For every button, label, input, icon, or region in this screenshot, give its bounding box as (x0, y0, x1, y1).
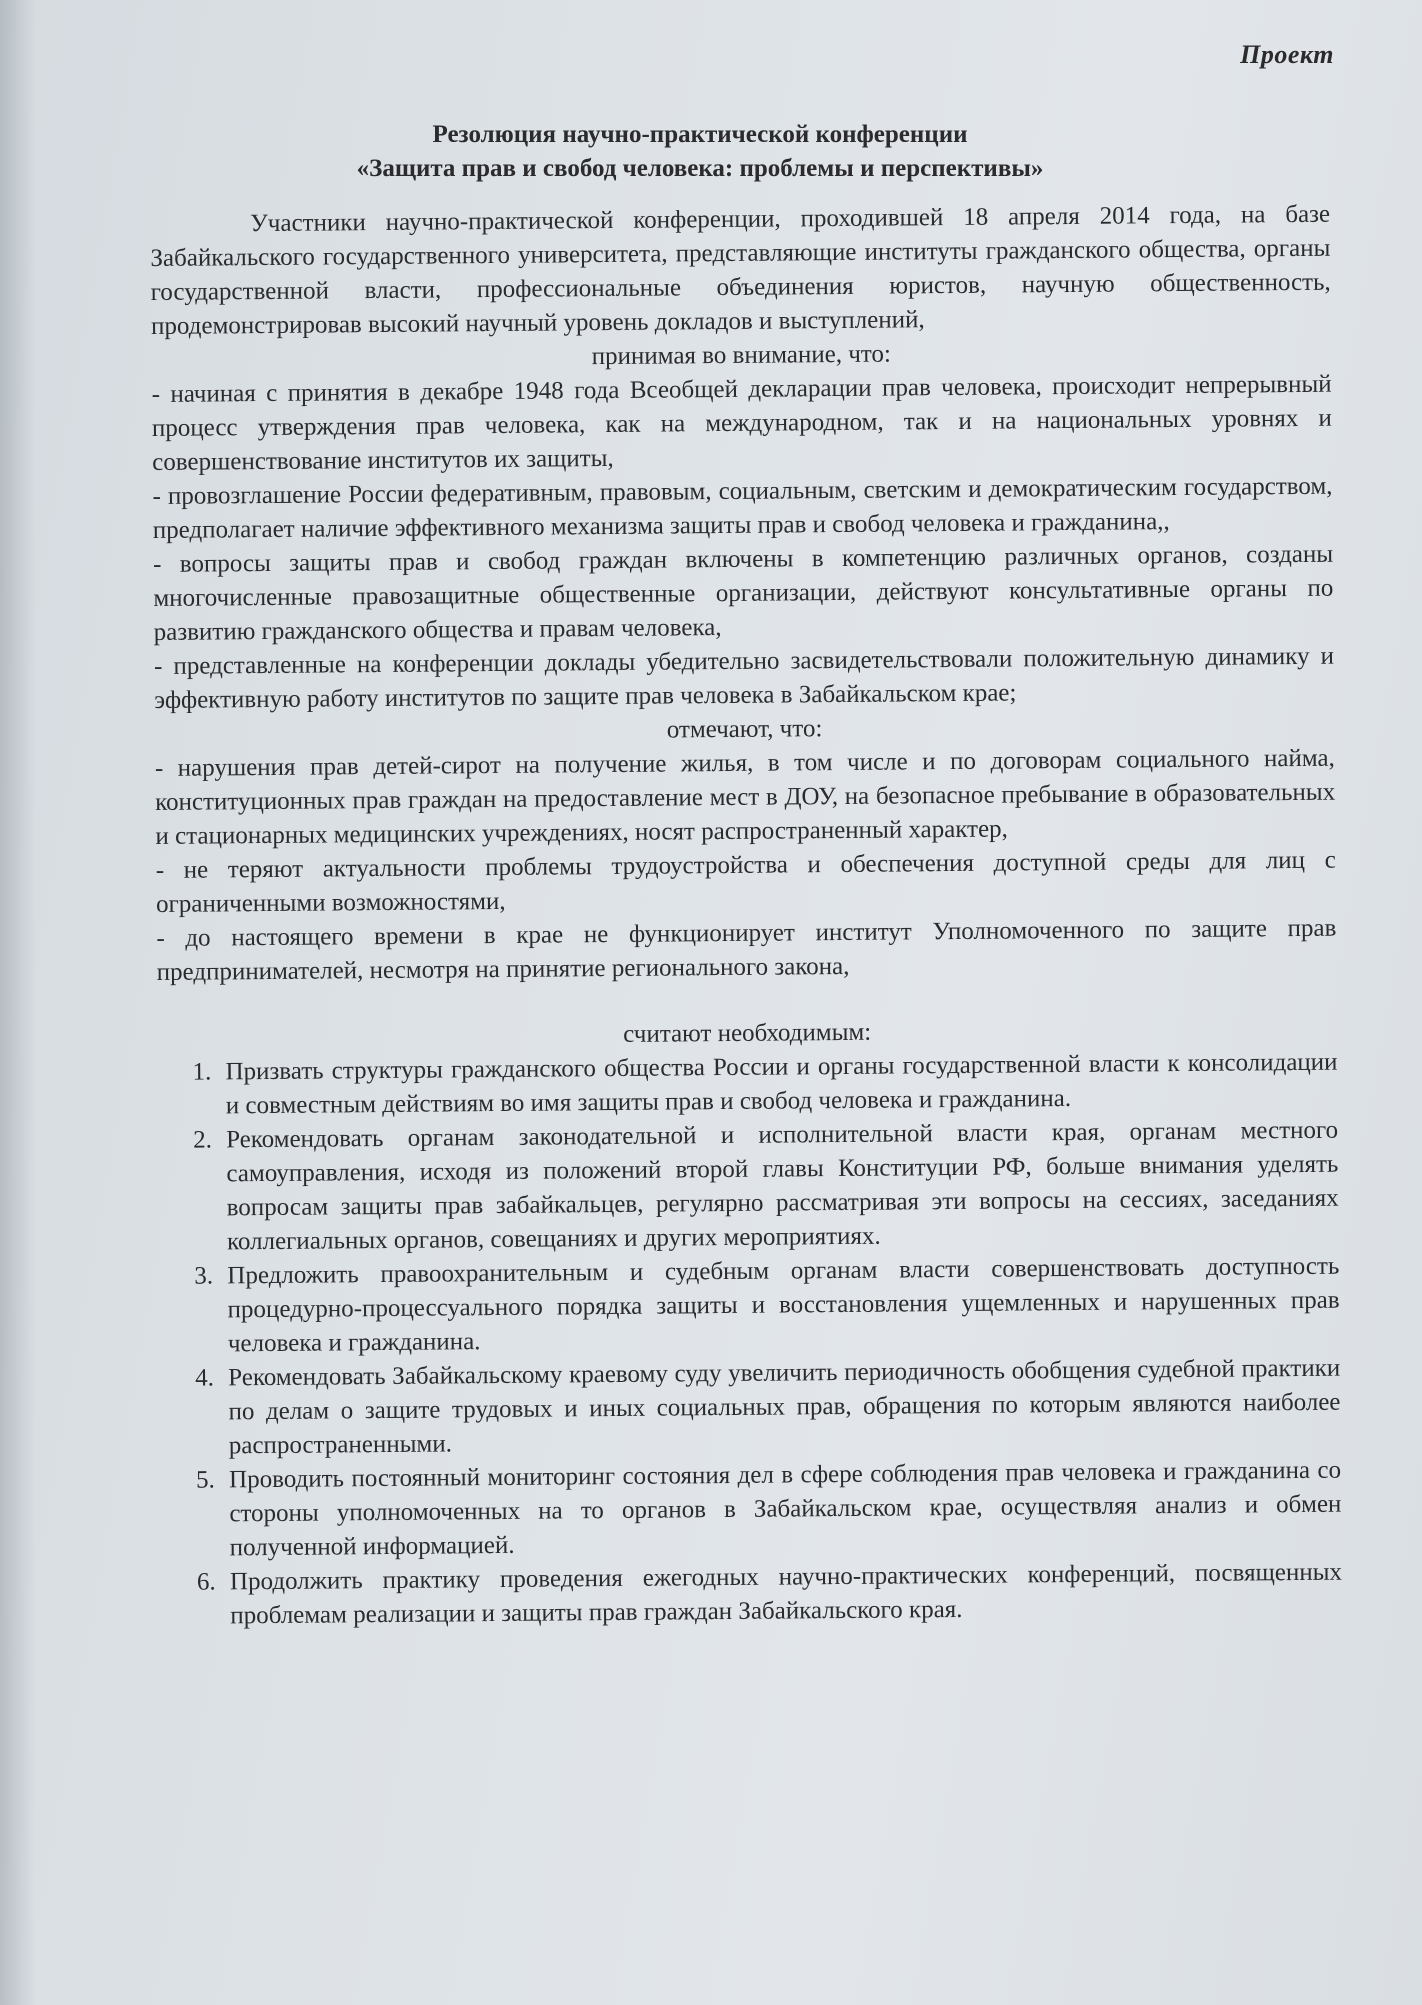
recommendation-item-4: 4. Рекомендовать Забайкальскому краевому суду увеличить периодичность обобщения судебной практики по делам о защите трудовых и иных социальных прав, обращения по которым являются наиболее распространенными. (220, 1352, 1341, 1464)
noting-item-1: - нарушения прав детей-сирот на получение жилья, в том числе и по договорам социального найма, конституционных прав граждан на предоставление мест в ДОУ, на безопасное пребывание в образовательных и стационарных медицинских учреждениях, носят распространенный характер, (154, 744, 1336, 850)
noting-item-3: - до настоящего времени в крае не функционирует институт Уполномоченного по защите прав предпринимателей, несмотря на принятие регионального закона, (156, 914, 1337, 986)
intro-paragraph: Участники научно-практической конференции, проходившей 18 апреля 2014 года, на базе Забайкальского государственного университета, представляющие институты гражданского общества, органы государственной власти, профессиональные объединения юристов, научную общественность, продемонстрировав высокий научный уровень докладов и выступлений, (150, 200, 1331, 340)
considering-heading: принимая во внимание, что: (591, 340, 891, 371)
noting-item-2: - не теряют актуальности проблемы трудоустройства и обеспечения доступной среды для лиц с ограниченными возможностями, (155, 846, 1336, 918)
considering-item-1: - начиная с принятия в декабре 1948 года Всеобщей декларации прав человека, происходит непрерывный процесс утверждения прав человека, как на международном, так и на национальных уровнях и совершенствование институтов их защиты, (151, 370, 1332, 476)
title-line-2: «Защита прав и свобод человека: проблемы и перспективы» (356, 155, 1044, 182)
title-line-1: Резолюция научно-практической конференции (432, 121, 968, 148)
recommendation-item-1: 1. Призвать структуры гражданского общества России и органы государственной власти к консолидации и совместным действиям во имя защиты прав и свобод человека и гражданина. (217, 1046, 1338, 1124)
considering-item-2: - провозглашение России федеративным, правовым, социальным, светским и демократическим государством, предполагает наличие эффективного механизма защиты прав и свобод человека и гражданина,, (152, 472, 1333, 544)
recommendation-item-2: 2. Рекомендовать органам законодательной и исполнительной власти края, органам местного самоуправления, исходя из положений второй главы Конституции РФ, больше внимания уделять вопросам защиты прав забайкальцев, регулярно рассматривая эти вопросы на сессиях, заседаниях коллегиальных органов, совещаниях и других мероприятиях. (218, 1114, 1339, 1260)
recommendation-item-3: 3. Предложить правоохранительным и судебным органам власти совершенствовать доступность процедурно-процессуального порядка защиты и восстановления ущемленных и нарушенных прав человека и гражданина. (219, 1250, 1340, 1362)
document-body (150, 198, 1342, 1634)
project-mark: Проект (1240, 40, 1334, 69)
recommendation-item-6: 6. Продолжить практику проведения ежегодных научно-практических конференций, посвященных проблемам реализации и защиты прав граждан Забайкальского края. (222, 1556, 1343, 1634)
document-title (200, 118, 1200, 186)
considering-item-4: - представленные на конференции доклады убедительно засвидетельствовали положительную динамику и эффективную работу институтов по защите прав человека в Забайкальском крае; (153, 642, 1335, 714)
considering-item-3: - вопросы защиты прав и свобод граждан включены в компетенцию различных органов, созданы многочисленные правозащитные общественные организации, действуют консультативные органы по развитию гражданского общества и правам человека, (152, 540, 1334, 646)
page-shadow-edge (0, 0, 36, 2005)
necessary-heading: считают необходимым: (623, 1018, 872, 1048)
recommendations-list (157, 1046, 1342, 1634)
recommendation-item-5: 5. Проводить постоянный мониторинг состояния дел в сфере соблюдения прав человека и гражданина со стороны уполномоченных на то органов в Забайкальском крае, осуществляя анализ и обмен полученной информацией. (221, 1454, 1342, 1566)
noting-heading: отмечают, что: (666, 715, 823, 744)
